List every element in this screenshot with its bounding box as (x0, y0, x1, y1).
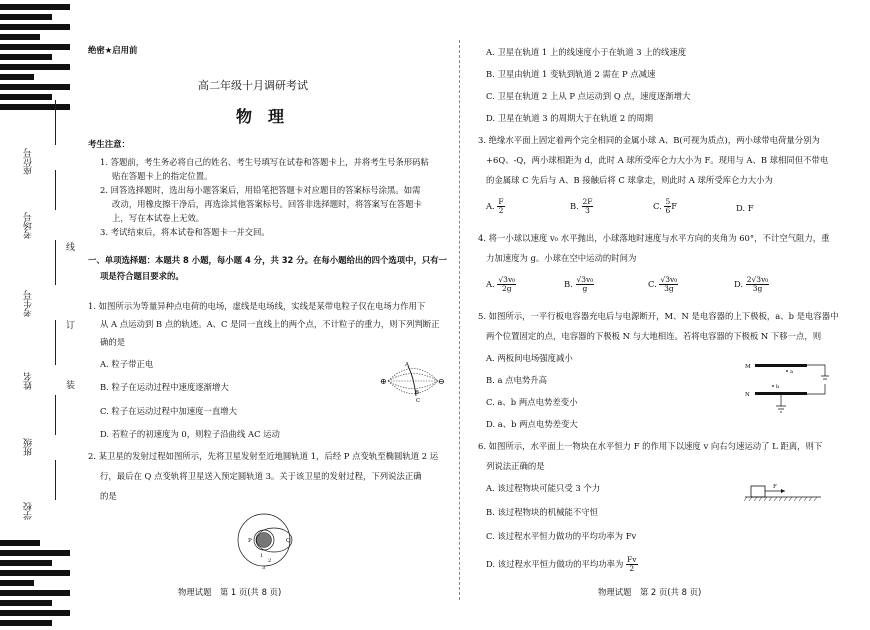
q5-option: C. a、b 两点电势差变小 (486, 397, 578, 407)
secret-mark: 绝密★启用前 (88, 45, 138, 55)
q2-stem: 行，最后在 Q 点变轨将卫星送入预定圆轨道 3。关于该卫星的发射过程，下列说法正确 (100, 471, 422, 481)
plate-m-label: M (745, 364, 751, 370)
q6-option-d: D. 该过程水平恒力做功的平均功率为 $\frac{Fv}{2}$ (486, 555, 637, 573)
q6-option: A. 该过程物块可能只受 3 个力 (486, 483, 601, 493)
q3-option-b: B. $\frac{2F}{3}$ (570, 197, 593, 215)
q5-stem: 两个位置固定的点，电容器的下极板 N 与大地相连。若将电容器的下极板 N 下移一点，则 (486, 331, 822, 341)
q5-option: D. a、b 两点电势差变大 (486, 419, 578, 429)
point-a-label: a (790, 369, 793, 375)
point-b-label: b (776, 384, 780, 390)
point-c-label: C (416, 398, 421, 404)
column-separator (459, 40, 460, 600)
section-heading: 一、单项选择题：本题共 8 小题，每小题 4 分，共 32 分。在每小题给出的四个选项中，只有一 (88, 255, 448, 265)
page-footer-left: 物理试题 第 1 页(共 8 页) (178, 587, 282, 597)
q3-option-d: D. F (736, 203, 754, 213)
negative-charge-label: ⊖ (438, 377, 445, 386)
school-label: 学校 (24, 502, 34, 520)
q6-block-figure (743, 478, 823, 502)
q5-option: A. 两板间电场强度减小 (486, 353, 573, 363)
q4-option-d: D. $\frac{\text{2√3v₀}}{3g}$ (734, 275, 769, 293)
q1-option: A. 粒子带正电 (100, 359, 154, 369)
page-left (88, 0, 448, 630)
q3-option-a: A. $\frac{F}{2}$ (486, 197, 504, 215)
candidate-number-label: 考生号 (24, 290, 34, 317)
q2-orbit-figure (228, 510, 300, 570)
q6-stem: 6. 如图所示，水平面上一物块在水平恒力 F 的作用下以速度 v 向右匀速运动了 L 距离，则下 (478, 441, 823, 451)
seat-number-label: 座位号 (24, 148, 34, 175)
notice-title: 考生注意： (88, 139, 130, 149)
point-a-label: A (405, 362, 409, 368)
q4-stem: 力加速度为 g。小球在空中运动的时间为 (486, 253, 637, 263)
q4-option-a: A. $\frac{\text{√3v₀}}{2g}$ (486, 275, 516, 293)
q2-option: D. 卫星在轨道 3 的周期大于在轨道 2 的周期 (486, 113, 654, 123)
q1-stem: 从 A 点运动到 B 点的轨迹。A、C 是同一直线上的两个点，不计粒子的重力，则下列判断正 (100, 319, 440, 329)
q1-stem: 确的是 (100, 337, 126, 347)
orbit-2-label: 2 (268, 558, 272, 564)
notice-line: 改动，用橡皮擦干净后，再选涂其他答案标号。回答非选择题时，将答案写在答题卡 (112, 199, 422, 209)
orbit-1-label: 1 (260, 553, 264, 559)
section-heading: 项是符合题目要求的。 (100, 271, 184, 281)
q5-stem: 5. 如图所示，一平行板电容器充电后与电源断开，M、N 是电容器的上下极板，a、b 是电容器中 (478, 311, 839, 321)
orbit-3-label: 3 (262, 565, 266, 570)
q2-stem: 的是 (100, 491, 117, 501)
page-footer-right: 物理试题 第 2 页(共 8 页) (598, 587, 702, 597)
exam-title: 高二年级十月调研考试 (198, 79, 308, 92)
q1-option: D. 若粒子的初速度为 0，则粒子沿曲线 AC 运动 (100, 429, 280, 439)
q2-option: A. 卫星在轨道 1 上的线速度小于在轨道 3 上的线速度 (486, 47, 687, 57)
q6-stem: 列说法正确的是 (486, 461, 545, 471)
q4-option-b: B. $\frac{\text{√3v₀}}{g}$ (564, 275, 594, 293)
q2-option: C. 卫星在轨道 2 上从 P 点运动到 Q 点，速度逐渐增大 (486, 91, 691, 101)
page-right (478, 0, 840, 630)
positive-charge-label: ⊕ (380, 377, 387, 386)
cut-mark-bind: 订 (66, 321, 76, 331)
q6-option: B. 该过程物块的机械能不守恒 (486, 507, 598, 517)
point-p-label: P (248, 538, 252, 544)
q4-option-c: C. $\frac{\text{√3v₀}}{3g}$ (648, 275, 678, 293)
notice-line: 1. 答题前，考生务必将自己的姓名、考生号填写在试卷和答题卡上，并将考生号条形码粘 (100, 157, 429, 167)
q1-option: C. 粒子在运动过程中加速度一直增大 (100, 406, 238, 416)
room-number-label: 考场号 (24, 212, 34, 239)
q3-option-c: C. $\frac{5}{6}$ F (653, 197, 678, 215)
q6-option: C. 该过程水平恒力做功的平均功率为 Fv (486, 531, 637, 541)
notice-line: 2. 回答选择题时，选出每小题答案后，用铅笔把答题卡对应题目的答案标号涂黑。如需 (100, 185, 421, 195)
cut-mark-pack: 装 (66, 381, 76, 391)
q1-field-figure (378, 358, 448, 404)
cut-mark-line: 线 (66, 243, 76, 253)
force-f-label: F (773, 484, 777, 490)
notice-line: 上，写在本试卷上无效。 (112, 213, 205, 223)
q4-stem: 4. 将一小球以速度 v₀ 水平抛出，小球落地时速度与水平方向的夹角为 60°，不计空气阻力，重 (478, 233, 830, 243)
subject-title: 物 理 (236, 107, 285, 126)
q1-stem: 1. 如图所示为等量异种点电荷的电场，虚线是电场线，实线是某带电粒子仅在电场力作用下 (88, 301, 426, 311)
class-label: 班级 (24, 438, 34, 456)
q5-option: B. a 点电势升高 (486, 375, 548, 385)
q2-stem: 2. 某卫星的发射过程如图所示，先将卫星发射至近地圆轨道 1，后经 P 点变轨至椭圆轨道 2 运 (88, 451, 439, 461)
point-q-label: Q (286, 538, 291, 544)
q5-capacitor-figure (743, 350, 833, 420)
q2-option: B. 卫星由轨道 1 变轨到轨道 2 需在 P 点减速 (486, 69, 656, 79)
plate-n-label: N (745, 392, 750, 398)
q3-stem: 的金属球 C 先后与 A、B 接触后将 C 球拿走，则此时 A 球所受库仑力大小为 (486, 175, 773, 185)
q3-stem: +6Q、-Q，两小球相距为 d，此时 A 球所受库仑力大小为 F。现用与 A、B 球相同但不带电 (486, 155, 829, 165)
q1-option: B. 粒子在运动过程中速度逐渐增大 (100, 382, 229, 392)
notice-line: 贴在答题卡上的指定位置。 (112, 171, 213, 181)
notice-line: 3. 考试结束后，将本试卷和答题卡一并交回。 (100, 227, 270, 237)
name-label: 姓名 (24, 372, 34, 390)
point-b-label: B (415, 390, 420, 396)
q3-stem: 3. 绝缘水平面上固定着两个完全相同的金属小球 A、B(可视为质点)，两小球带电荷量分别为 (478, 135, 820, 145)
binding-area (0, 0, 95, 630)
